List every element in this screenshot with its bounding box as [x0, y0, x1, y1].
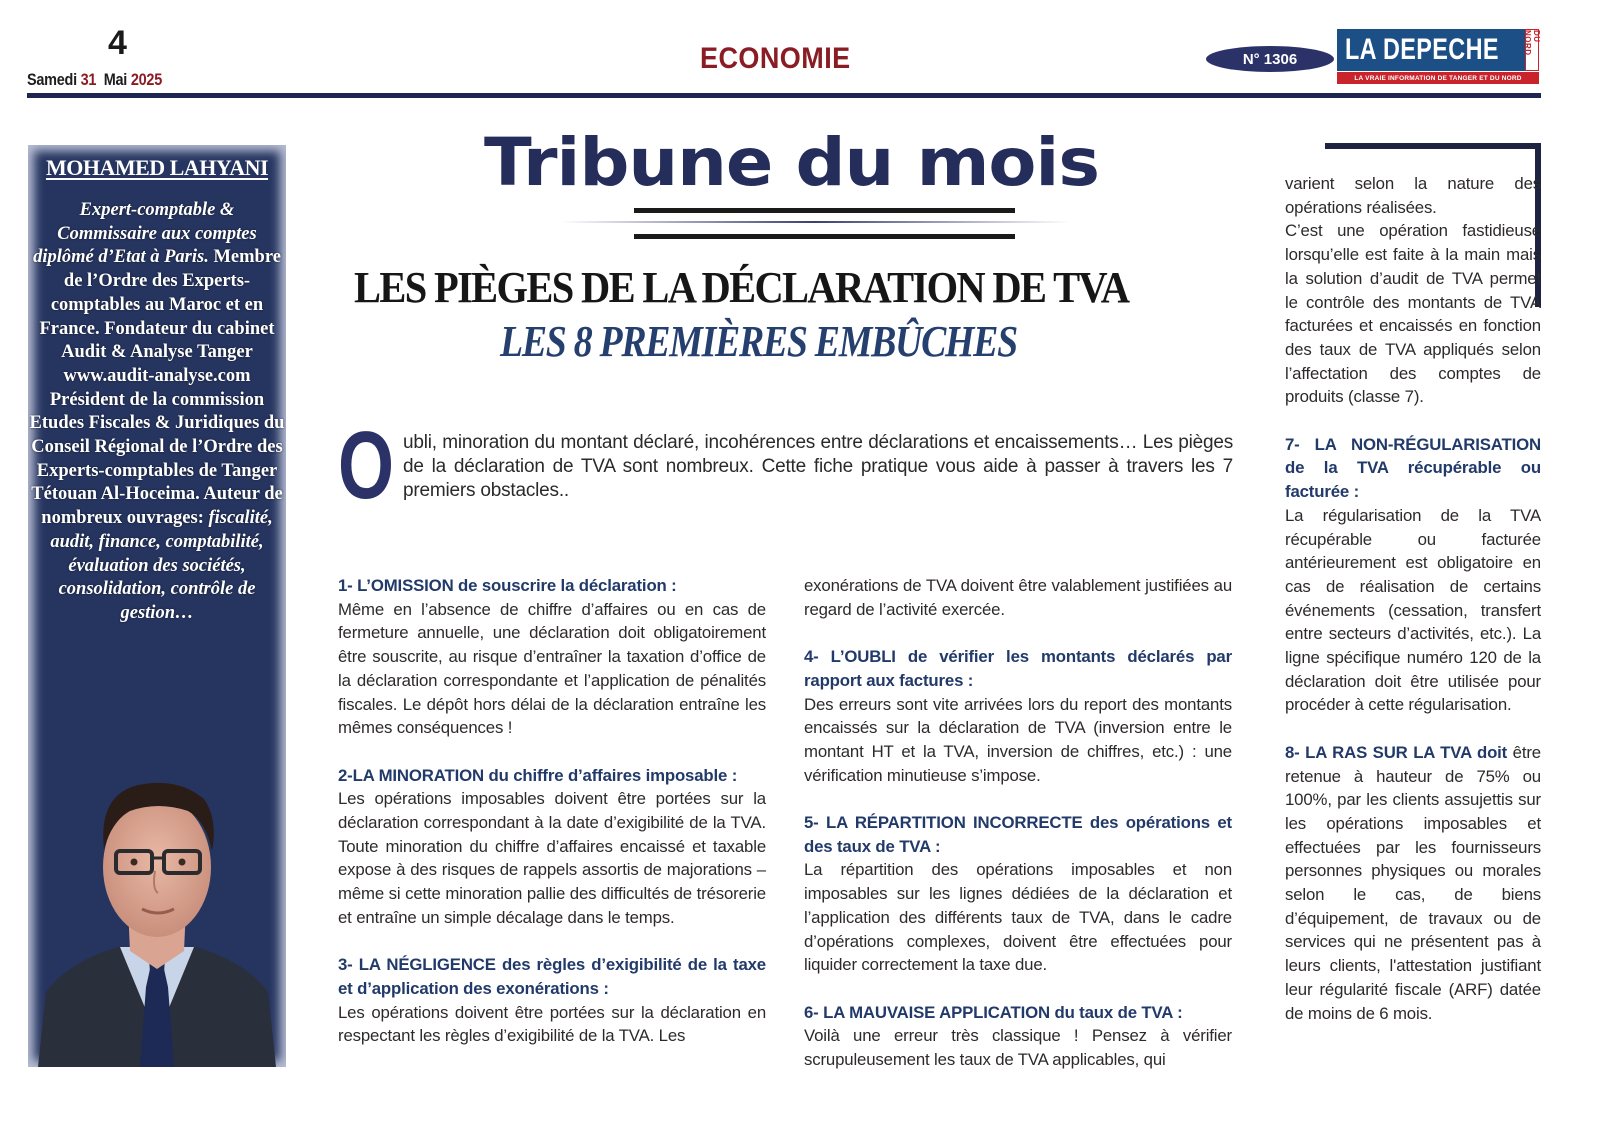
author-portrait-icon	[28, 737, 286, 1067]
bio-credentials: Expert-comptable & Commissaire aux comptes diplômé d’Etat à Paris.	[33, 200, 257, 268]
article-section-2	[338, 764, 766, 930]
section-title: 2-LA MINORATION du chiffre d’affaires imposable :	[338, 765, 738, 785]
article-section-1	[338, 574, 766, 740]
article-section-4	[804, 645, 1232, 787]
section-title: 4- L’OUBLI de vérifier les montants déclarés par rapport aux factures :	[804, 647, 1232, 690]
author-bio	[28, 199, 286, 626]
section-body: être retenue à hauteur de 75% ou 100%, par les clients assujettis sur les opérations imposables et effectuées par les fournisseurs personnes physiques ou morales selon le cas, de biens d’équipement, de travaux ou de services qui ne présentent pas à leurs clients, l'attestation justifiant leur régularité fiscale (ARF) datée de moins de 6 mois.	[1285, 742, 1541, 1023]
date-year: 2025	[130, 70, 162, 89]
article-headline: LES PIÈGES DE LA DÉCLARATION DE TVA	[354, 263, 1129, 312]
date-month: Mai	[103, 70, 128, 89]
kicker-title: Tribune du mois	[484, 124, 1099, 201]
drop-cap: O	[338, 412, 395, 519]
section-title: 7- LA NON-RÉGULARISATION de la TVA récupérable ou facturée :	[1285, 434, 1541, 502]
section-body: Les opérations doivent être portées sur la déclaration en respectant les règles d’exigibilité de la TVA. Les	[338, 1002, 766, 1046]
section-title: 6- LA MAUVAISE APPLICATION du taux de TVA :	[804, 1002, 1183, 1022]
section-title: 8- LA RAS SUR LA TVA doit	[1285, 742, 1508, 762]
article-column-3	[1285, 172, 1541, 1049]
section-label: ECONOMIE	[700, 42, 851, 75]
section-title: 3- LA NÉGLIGENCE des règles d’exigibilité de la taxe et d’application des exonérations :	[338, 955, 766, 998]
bio-text: Membre de l’Ordre des Experts-comptables au Maroc et en France. Fondateur du cabinet Audit & Analyse Tanger www.audit-analyse.com Président de la commission Etudes Fiscales & Juridiques du Conseil Régional de l’Ordre des Experts-comptables de Tanger Tétouan Al-Hoceima. Auteur de nombreux ouvrages:	[29, 247, 285, 529]
section-title: 5- LA RÉPARTITION INCORRECTE des opérations et des taux de TVA :	[804, 813, 1232, 856]
title-rule-bottom	[634, 234, 1015, 239]
section-body: Les opérations imposables doivent être portées sur la déclaration correspondant à la date d’exigibilité de la TVA. Toute minoration du chiffre d’affaires encaissé et taxable expose à des risques de rappels assortis de majorations – même si cette minoration pallie des difficultés de trésorerie et entraîne un simple décalage dans le temps.	[338, 789, 766, 927]
article-column-2	[804, 574, 1232, 1095]
section-body-continued-2: C’est une opération fastidieuse lorsqu’elle est faite à la main mais la solution d’audit de TVA permet le contrôle des montants de TVA facturées et encaissés en fonction des taux de TVA appliqués selon l’affectation des comptes de produits (classe 7).	[1285, 221, 1541, 407]
author-name: MOHAMED LAHYANI	[45, 155, 269, 180]
section-body-continued: varient selon la nature des opérations réalisées.	[1285, 174, 1541, 217]
article-section-3	[338, 953, 766, 1048]
section-body: Des erreurs sont vite arrivées lors du report des montants encaissés sur la déclaration de TVA (inversion entre le montant HT et la TVA, inversion de chiffres, etc.) : une vérification minutieuse s’impose.	[804, 694, 1232, 785]
section-body: Voilà une erreur très classique ! Pensez à vérifier scrupuleusement les taux de TVA applicables, qui	[804, 1026, 1232, 1070]
section-body-continued: exonérations de TVA doivent être valablement justifiées au regard de l’activité exercée.	[804, 576, 1232, 619]
section-8-text	[1285, 741, 1541, 1025]
date-day: 31	[80, 70, 97, 89]
article-section-7	[1285, 433, 1541, 717]
logo-banner	[1337, 29, 1525, 71]
article-column-1	[338, 574, 766, 1072]
title-rule-fade	[560, 221, 1070, 223]
section-title: 1- L’OMISSION de souscrire la déclaration :	[338, 576, 677, 595]
logo-name: LA DEPECHE	[1345, 33, 1499, 66]
article-section-6-continued	[1285, 172, 1541, 409]
bio-topics: fiscalité, audit, finance, comptabilité, évaluation des sociétés, consolidation, contrôle de gestion…	[50, 508, 273, 623]
logo-side	[1525, 29, 1539, 71]
section-body: La régularisation de la TVA récupérable ou facturée antérieurement est obligatoire en cas de réalisation de certains événements (cessation, transfert entre secteurs d’activités, etc.). La ligne spécifique numéro 120 de la déclaration doit être utilisée pour procéder à cette régularisation.	[1285, 505, 1541, 715]
article-section-3-continued	[804, 574, 1232, 621]
article-lead: ubli, minoration du montant déclaré, incohérences entre déclarations et encaissements… Les pièges de la déclaration de TVA sont nombreux. Cette fiche pratique vous aide à passer à travers les 7 premiers obstacles..	[403, 432, 1233, 501]
page-number: 4	[108, 24, 127, 62]
header-divider	[27, 93, 1541, 98]
section-body: Même en l’absence de chiffre d’affaires ou en cas de fermeture annuelle, une déclaration doit obligatoirement être souscrite, au risque d’entraîner la taxation d’office de la déclaration correspondante et l’application de pénalités fiscales. Le dépôt hors délai de la déclaration entraîne les mêmes conséquences !	[338, 599, 766, 738]
newspaper-logo	[1337, 29, 1540, 85]
article-section-5	[804, 811, 1232, 977]
logo-side-text: DU NORD	[1523, 30, 1541, 56]
article-subheadline: LES 8 PREMIÈRES EMBÛCHES	[500, 317, 1017, 366]
publication-date	[27, 70, 162, 90]
issue-badge: N° 1306	[1206, 46, 1334, 72]
author-sidebar	[28, 145, 286, 1067]
logo-tagline: LA VRAIE INFORMATION DE TANGER ET DU NORD	[1337, 72, 1539, 84]
article-section-8	[1285, 741, 1541, 1025]
title-rule-top	[634, 208, 1015, 213]
section-body: La répartition des opérations imposables et non imposables sur les lignes dédiées de la déclaration et l’application des différents taux de TVA, dans le cadre d’opérations complexes, doivent être effectuées pour liquider correctement la taxe due.	[804, 860, 1232, 975]
date-weekday: Samedi	[27, 70, 77, 89]
article-section-6	[804, 1001, 1232, 1072]
